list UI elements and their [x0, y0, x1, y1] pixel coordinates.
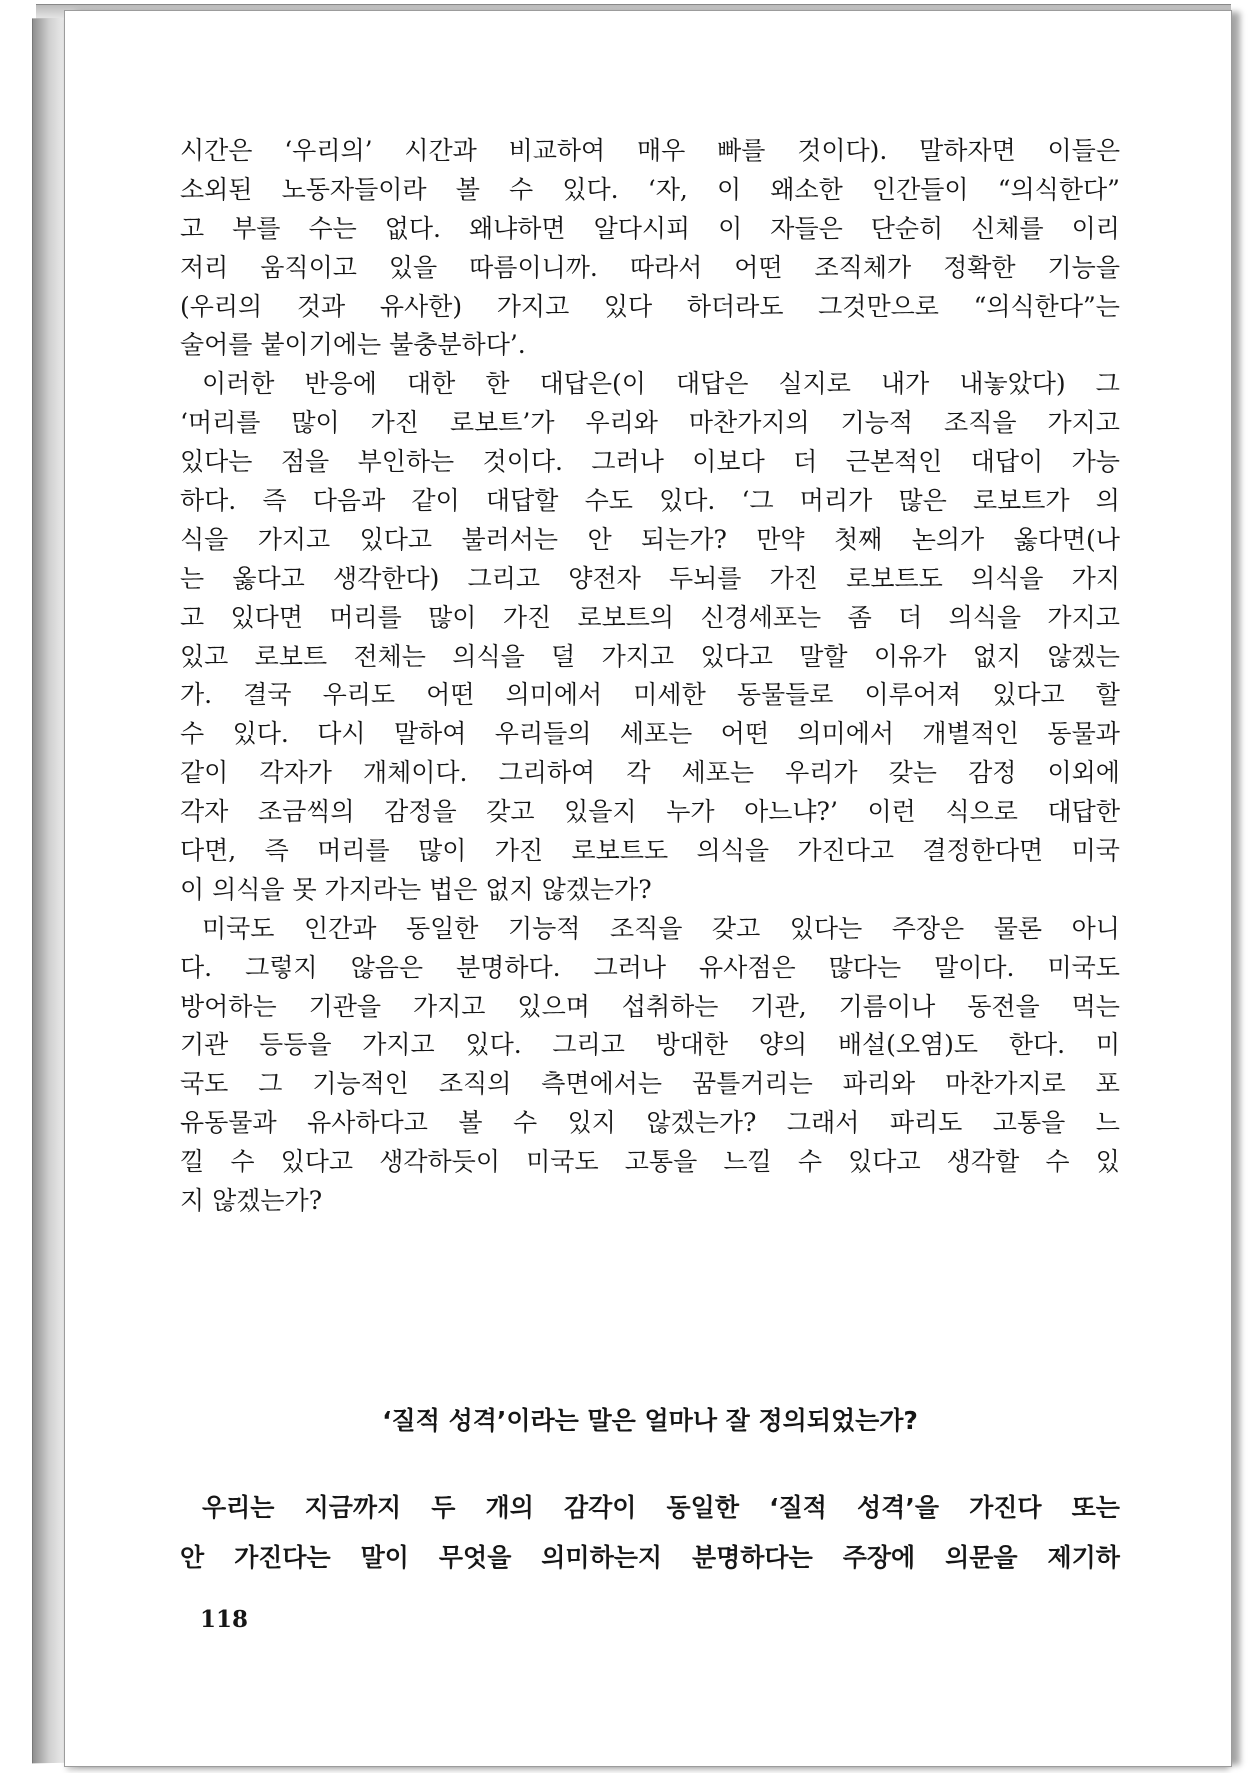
text-line: 시간은 ‘우리의’ 시간과 비교하여 매우 빠를 것이다). 말하자면 이들은	[180, 136, 1120, 165]
text-line: 다면, 즉 머리를 많이 가진 로보트도 의식을 가진다고 결정한다면 미국	[180, 836, 1120, 866]
text-line: 각자 조금씩의 감정을 갖고 있을지 누가 아느냐?’ 이런 식으로 대답한	[180, 797, 1120, 827]
section-text	[180, 1483, 1120, 1583]
text-line: 우리는 지금까지 두 개의 감각이 동일한 ‘질적 성격’을 가진다 또는	[202, 1493, 1120, 1522]
text-line: 기관 등등을 가지고 있다. 그리고 방대한 양의 배설(오염)도 한다. 미	[180, 1030, 1120, 1060]
section-heading: ‘질적 성격’이라는 말은 얼마나 잘 정의되었는가?	[382, 1406, 918, 1435]
text-line: 낄 수 있다고 생각하듯이 미국도 고통을 느낄 수 있다고 생각할 수 있	[180, 1147, 1120, 1177]
text-line: 유동물과 유사하다고 볼 수 있지 않겠는가? 그래서 파리도 고통을 느	[180, 1108, 1120, 1138]
text-line: 국도 그 기능적인 조직의 측면에서는 꿈틀거리는 파리와 마찬가지로 포	[180, 1069, 1120, 1099]
text-line: 미국도 인간과 동일한 기능적 조직을 갖고 있다는 주장은 물론 아니	[202, 913, 1120, 943]
text-line: 술어를 붙이기에는 불충분하다’.	[180, 330, 526, 360]
text-line: 는 옳다고 생각한다) 그리고 양전자 두뇌를 가진 로보트도 의식을 가지	[180, 563, 1120, 593]
text-line: (우리의 것과 유사한) 가지고 있다 하더라도 그것만으로 “의식한다”는	[180, 291, 1120, 321]
text-line: 이 의식을 못 가지라는 법은 없지 않겠는가?	[180, 874, 652, 904]
page-number: 118	[200, 1606, 249, 1633]
text-line: 다. 그렇지 않음은 분명하다. 그러나 유사점은 많다는 말이다. 미국도	[180, 952, 1120, 982]
text-line: 안 가진다는 말이 무엇을 의미하는지 분명하다는 주장에 의문을 제기하	[180, 1543, 1120, 1572]
text-line: 하다. 즉 다음과 같이 대답할 수도 있다. ‘그 머리가 많은 로보트가 의	[180, 486, 1120, 516]
text-line: 있고 로보트 전체는 의식을 덜 가지고 있다고 말할 이유가 없지 않겠는	[180, 641, 1120, 671]
text-line: 수 있다. 다시 말하여 우리들의 세포는 어떤 의미에서 개별적인 동물과	[180, 719, 1120, 749]
text-line: ‘머리를 많이 가진 로보트’가 우리와 마찬가지의 기능적 조직을 가지고	[180, 408, 1120, 438]
text-line: 소외된 노동자들이라 볼 수 있다. ‘자, 이 왜소한 인간들이 “의식한다”	[180, 174, 1120, 204]
body-text	[180, 132, 1120, 1221]
text-line: 고 부를 수는 없다. 왜냐하면 알다시피 이 자들은 단순히 신체를 이리	[180, 213, 1120, 243]
text-line: 같이 각자가 개체이다. 그리하여 각 세포는 우리가 갖는 감정 이외에	[180, 758, 1120, 788]
text-line: 고 있다면 머리를 많이 가진 로보트의 신경세포는 좀 더 의식을 가지고	[180, 602, 1120, 632]
text-line: 방어하는 기관을 가지고 있으며 섭취하는 기관, 기름이나 동전을 먹는	[180, 991, 1120, 1021]
text-line: 이러한 반응에 대한 한 대답은(이 대답은 실지로 내가 내놓았다) 그	[202, 369, 1120, 399]
text-line: 지 않겠는가?	[180, 1186, 323, 1216]
text-line: 식을 가지고 있다고 불러서는 안 되는가? 만약 첫째 논의가 옳다면(나	[180, 524, 1120, 554]
text-line: 가. 결국 우리도 어떤 의미에서 미세한 동물들로 이루어져 있다고 할	[180, 680, 1120, 710]
text-line: 저리 움직이고 있을 따름이니까. 따라서 어떤 조직체가 정확한 기능을	[180, 252, 1120, 282]
text-line: 있다는 점을 부인하는 것이다. 그러나 이보다 더 근본적인 대답이 가능	[180, 447, 1120, 477]
